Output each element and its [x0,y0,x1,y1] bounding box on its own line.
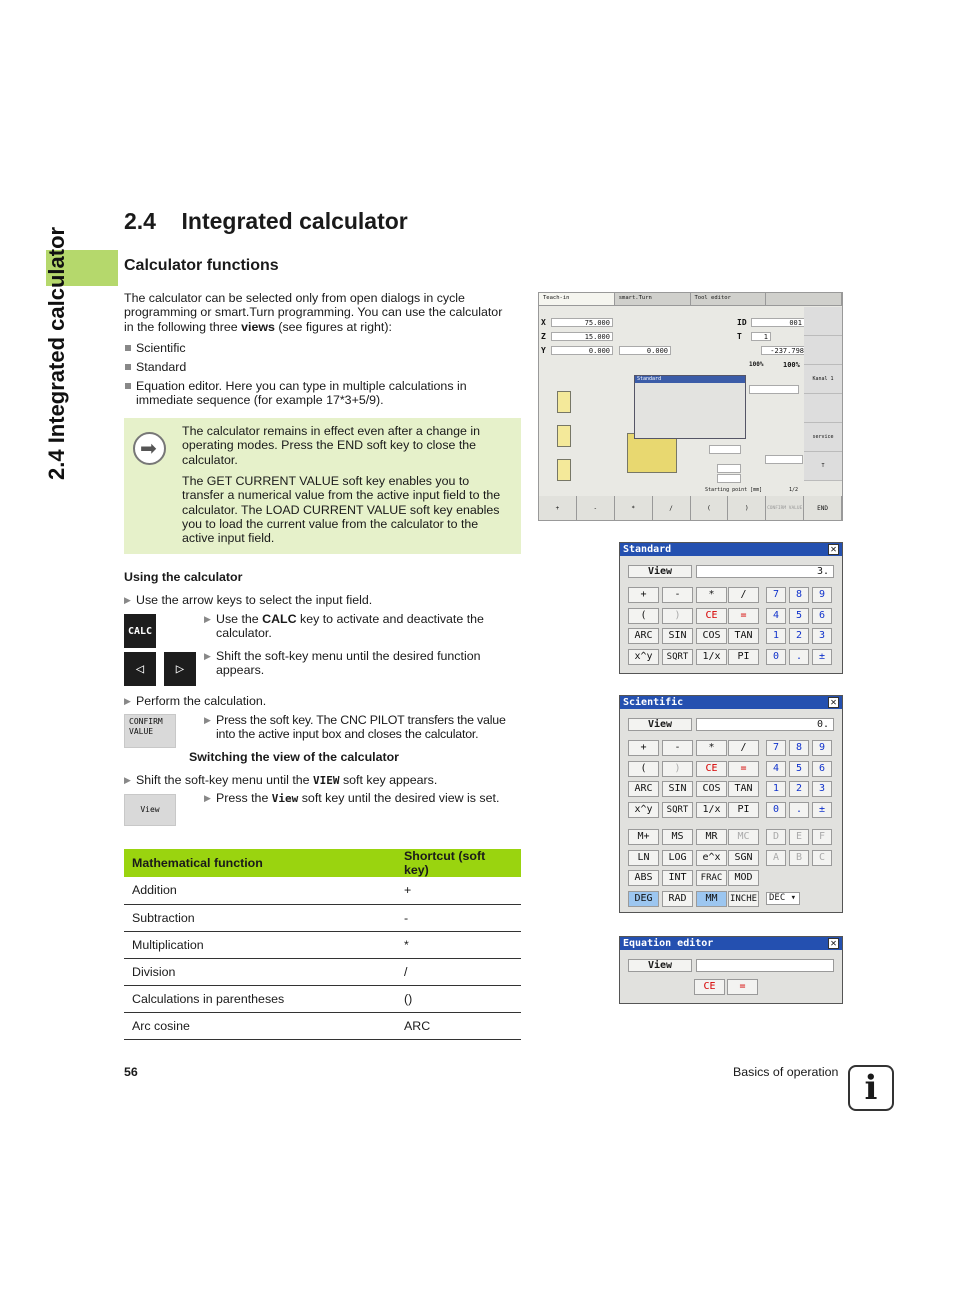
calc-key-5[interactable]: . [789,802,809,818]
input-field[interactable] [717,474,741,483]
tool-icon [557,391,571,413]
spindle-value: -237.798 [761,346,807,355]
calc-key-1[interactable]: MS [662,829,693,845]
calc-key-3[interactable]: MOD [728,870,759,886]
calc-key-2[interactable]: e^x [696,850,727,866]
table-row: Subtraction - [124,904,521,931]
calc-key-5[interactable]: 8 [789,740,809,756]
calc-key-0[interactable]: ( [628,761,659,777]
cnc-screen [538,292,843,521]
rad-mode-button[interactable]: RAD [662,891,693,907]
using-calculator-heading: Using the calculator [124,570,243,584]
dialog-title: Equation editor ✕ [620,937,842,950]
input-field[interactable] [709,445,741,454]
tool-icon [557,459,571,481]
calc-key-4[interactable]: 1 [766,781,786,797]
page-number: 56 [124,1065,138,1079]
calc-key-3[interactable]: MC [728,829,759,845]
calc-key-6[interactable]: C [812,850,832,866]
softkey-confirm-value[interactable]: CONFIRM VALUE [766,496,804,520]
calc-key-6[interactable]: 3 [812,781,832,797]
z-value: 15.000 [551,332,613,341]
equals-button[interactable]: = [727,979,758,995]
calc-key-1[interactable]: SIN [662,781,693,797]
calc-key-6[interactable]: 3 [812,628,832,644]
softkey-minus[interactable]: - [577,496,615,520]
calc-key-6[interactable]: 9 [812,587,832,603]
views-list [124,341,524,412]
calc-key-6[interactable]: F [812,829,832,845]
table-header: Shortcut (soft key) [396,849,521,877]
calc-key-4[interactable]: 7 [766,587,786,603]
softkey-divide[interactable]: / [653,496,691,520]
softkey-open-paren[interactable]: ( [691,496,729,520]
calc-key-5[interactable]: 5 [789,761,809,777]
starting-point-label: Starting point [mm] [705,487,763,493]
table-row: Addition + [124,877,521,904]
softkey-close-paren[interactable]: ) [728,496,766,520]
calc-key-6[interactable]: ± [812,649,832,665]
calc-key-4[interactable]: D [766,829,786,845]
calc-key-0[interactable]: ( [628,608,659,624]
calc-key-3[interactable]: PI [728,649,759,665]
calc-key-0[interactable]: + [628,587,659,603]
calc-key-2[interactable]: COS [696,628,727,644]
close-icon[interactable]: ✕ [828,938,839,949]
info-icon: i [848,1065,894,1111]
softkey-end[interactable]: END [804,496,842,520]
step-perform-calc: ▶ Perform the calculation. [124,694,524,708]
tab-tool-editor[interactable]: Tool editor [691,293,767,305]
calc-key-6[interactable]: 9 [812,740,832,756]
calc-key-2[interactable]: MR [696,829,727,845]
calc-key-0[interactable]: M+ [628,829,659,845]
table-row: Arc cosine ARC [124,1012,521,1039]
intro-paragraph: The calculator can be selected only from open dialogs in cycle programming or smart.Turn programming. You can use the calculator in the following three views (see figures at right): [124,291,503,334]
calc-key-2[interactable]: CE [696,608,727,624]
calc-key-2[interactable]: CE [696,761,727,777]
side-softkey[interactable] [804,307,842,336]
calc-key-0[interactable]: x^y [628,649,659,665]
side-softkey[interactable]: T [804,452,842,481]
equation-input[interactable] [696,959,834,972]
id-value: 001 [751,318,805,327]
calc-key-2[interactable]: FRAC [696,870,727,886]
calc-key-5[interactable]: . [789,649,809,665]
table-row: Calculations in parentheses () [124,985,521,1012]
calc-key-5[interactable]: 8 [789,587,809,603]
number-base-select[interactable]: DEC ▾ [766,892,800,905]
list-item: Equation editor. Here you can type in multiple calculations in immediate sequence (for example 17*3+5/9). [124,379,484,408]
y-label: Y [541,346,546,355]
view-button[interactable]: View [628,565,692,578]
calc-key-6[interactable]: 6 [812,761,832,777]
calc-key-5[interactable]: B [789,850,809,866]
calculator-display: 0. [696,718,834,731]
calc-key-4[interactable]: 0 [766,649,786,665]
calc-key-0[interactable]: ARC [628,628,659,644]
calc-key-0[interactable]: ABS [628,870,659,886]
deg-mode-button[interactable]: DEG [628,891,659,907]
tab-smart-turn[interactable]: smart.Turn [615,293,691,305]
t-label: T [737,332,742,341]
calc-key-1[interactable]: INT [662,870,693,886]
calculator-display: 3. [696,565,834,578]
calc-key-3[interactable]: / [728,587,759,603]
mm-mode-button[interactable]: MM [696,891,727,907]
step-press-softkey: ▶ Press the soft key. The CNC PILOT transfers the value into the active input box and closes the calculator. [204,713,519,742]
tab-teach-in[interactable]: Teach-in [539,293,615,305]
arrow-left-key[interactable]: ◁ [124,652,156,686]
note-box [124,418,521,554]
calc-key[interactable]: CALC [124,614,156,648]
side-softkey[interactable] [804,394,842,423]
softkey-plus[interactable]: + [539,496,577,520]
calc-key-3[interactable]: = [728,608,759,624]
calc-key-6[interactable]: ± [812,802,832,818]
mini-calculator-dialog: Standard [634,375,746,439]
confirm-value-softkey[interactable]: CONFIRM VALUE [124,714,176,748]
step-press-view: ▶ Press the View soft key until the desired view is set. [204,791,519,806]
step-shift-softkeys: ▶ Shift the soft-key menu until the desired function appears. [204,649,514,678]
calc-key-2[interactable]: 1/x [696,802,727,818]
calc-key-2[interactable]: * [696,740,727,756]
softkey-multiply[interactable]: * [615,496,653,520]
calc-key-1[interactable]: - [662,587,693,603]
calc-key-1[interactable]: - [662,740,693,756]
z-label: Z [541,332,546,341]
inch-mode-button[interactable]: INCHE [728,891,759,907]
step-shift-view: ▶ Shift the soft-key menu until the VIEW soft key appears. [124,773,524,788]
calc-key-1[interactable]: SQRT [662,802,693,818]
input-field[interactable] [765,455,803,464]
calc-key-1[interactable]: LOG [662,850,693,866]
side-softkey[interactable]: service [804,423,842,452]
close-icon[interactable]: ✕ [828,544,839,555]
calc-key-3[interactable]: SGN [728,850,759,866]
calc-key-2[interactable]: * [696,587,727,603]
id-label: ID [737,318,747,327]
side-softkey[interactable]: Kanal 1 [804,365,842,394]
tab-extra[interactable] [766,293,842,305]
close-icon[interactable]: ✕ [828,697,839,708]
table-row: Multiplication * [124,931,521,958]
calc-key-4[interactable]: A [766,850,786,866]
workpiece-contour [627,433,677,473]
calc-key-2[interactable]: COS [696,781,727,797]
calc-key-4[interactable]: 4 [766,761,786,777]
u-value: 0.000 [619,346,671,355]
dialog-title: Scientific ✕ [620,696,842,709]
x-value: 75.000 [551,318,613,327]
tool-icon [557,425,571,447]
t-value: 1 [751,332,771,341]
view-softkey[interactable]: View [124,794,176,826]
side-chapter-title: 2.4 Integrated calculator [44,226,69,480]
arrow-right-key[interactable]: ▷ [164,652,196,686]
calc-key-5[interactable]: 2 [789,628,809,644]
standard-calculator [619,542,843,674]
calc-key-1[interactable]: ) [662,608,693,624]
x-label: X [541,318,546,327]
side-softkey[interactable] [804,336,842,365]
calc-key-0[interactable]: LN [628,850,659,866]
calc-key-1[interactable]: SQRT [662,649,693,665]
calc-key-5[interactable]: 5 [789,608,809,624]
step-select-field: ▶ Use the arrow keys to select the input field. [124,593,524,607]
switching-view-heading: Switching the view of the calculator [189,750,399,764]
note-text-2: The GET CURRENT VALUE soft key enables you to transfer a numerical value from the active input field to the calculator. The LOAD CURRENT VALUE soft key enables you to load the current value from the calculator to the active input field. [182,474,501,546]
calc-key-4[interactable]: 7 [766,740,786,756]
arrow-right-icon [133,432,166,465]
page-title: 2.4 Integrated calculator [124,208,408,234]
input-field[interactable] [717,464,741,473]
dialog-title: Standard ✕ [620,543,842,556]
view-button[interactable]: View [628,959,692,972]
calc-key-5[interactable]: E [789,829,809,845]
calc-key-3[interactable]: PI [728,802,759,818]
calc-key-4[interactable]: 1 [766,628,786,644]
feed-override: 100% [749,361,764,368]
calc-key-1[interactable]: SIN [662,628,693,644]
clear-entry-button[interactable]: CE [694,979,725,995]
section-name: Basics of operation [733,1065,839,1079]
section-subtitle: Calculator functions [124,257,279,274]
calc-key-3[interactable]: TAN [728,781,759,797]
equation-editor [619,936,843,1004]
scientific-calculator [619,695,843,913]
spindle-override: 100% [783,361,800,369]
step-calc-key: ▶ Use the CALC key to activate and deactivate the calculator. [204,612,514,641]
calc-key-0[interactable]: x^y [628,802,659,818]
calc-key-3[interactable]: = [728,761,759,777]
calc-key-2[interactable]: 1/x [696,649,727,665]
view-button[interactable]: View [628,718,692,731]
note-text-1: The calculator remains in effect even after a change in operating modes. Press the END soft key to close the calculator. [182,424,481,467]
calc-key-3[interactable]: / [728,740,759,756]
calc-key-3[interactable]: TAN [728,628,759,644]
calc-key-6[interactable]: 6 [812,608,832,624]
calc-key-0[interactable]: + [628,740,659,756]
calc-key-5[interactable]: 2 [789,781,809,797]
calc-key-1[interactable]: ) [662,761,693,777]
calc-key-4[interactable]: 0 [766,802,786,818]
y-value: 0.000 [551,346,613,355]
calc-key-4[interactable]: 4 [766,608,786,624]
calc-key-0[interactable]: ARC [628,781,659,797]
table-row: Division / [124,958,521,985]
page-indicator: 1/2 [789,487,799,493]
table-header: Mathematical function [124,849,396,877]
list-item: Scientific [124,341,524,355]
list-item: Standard [124,360,524,374]
function-table [124,849,521,1040]
input-field[interactable] [749,385,799,394]
